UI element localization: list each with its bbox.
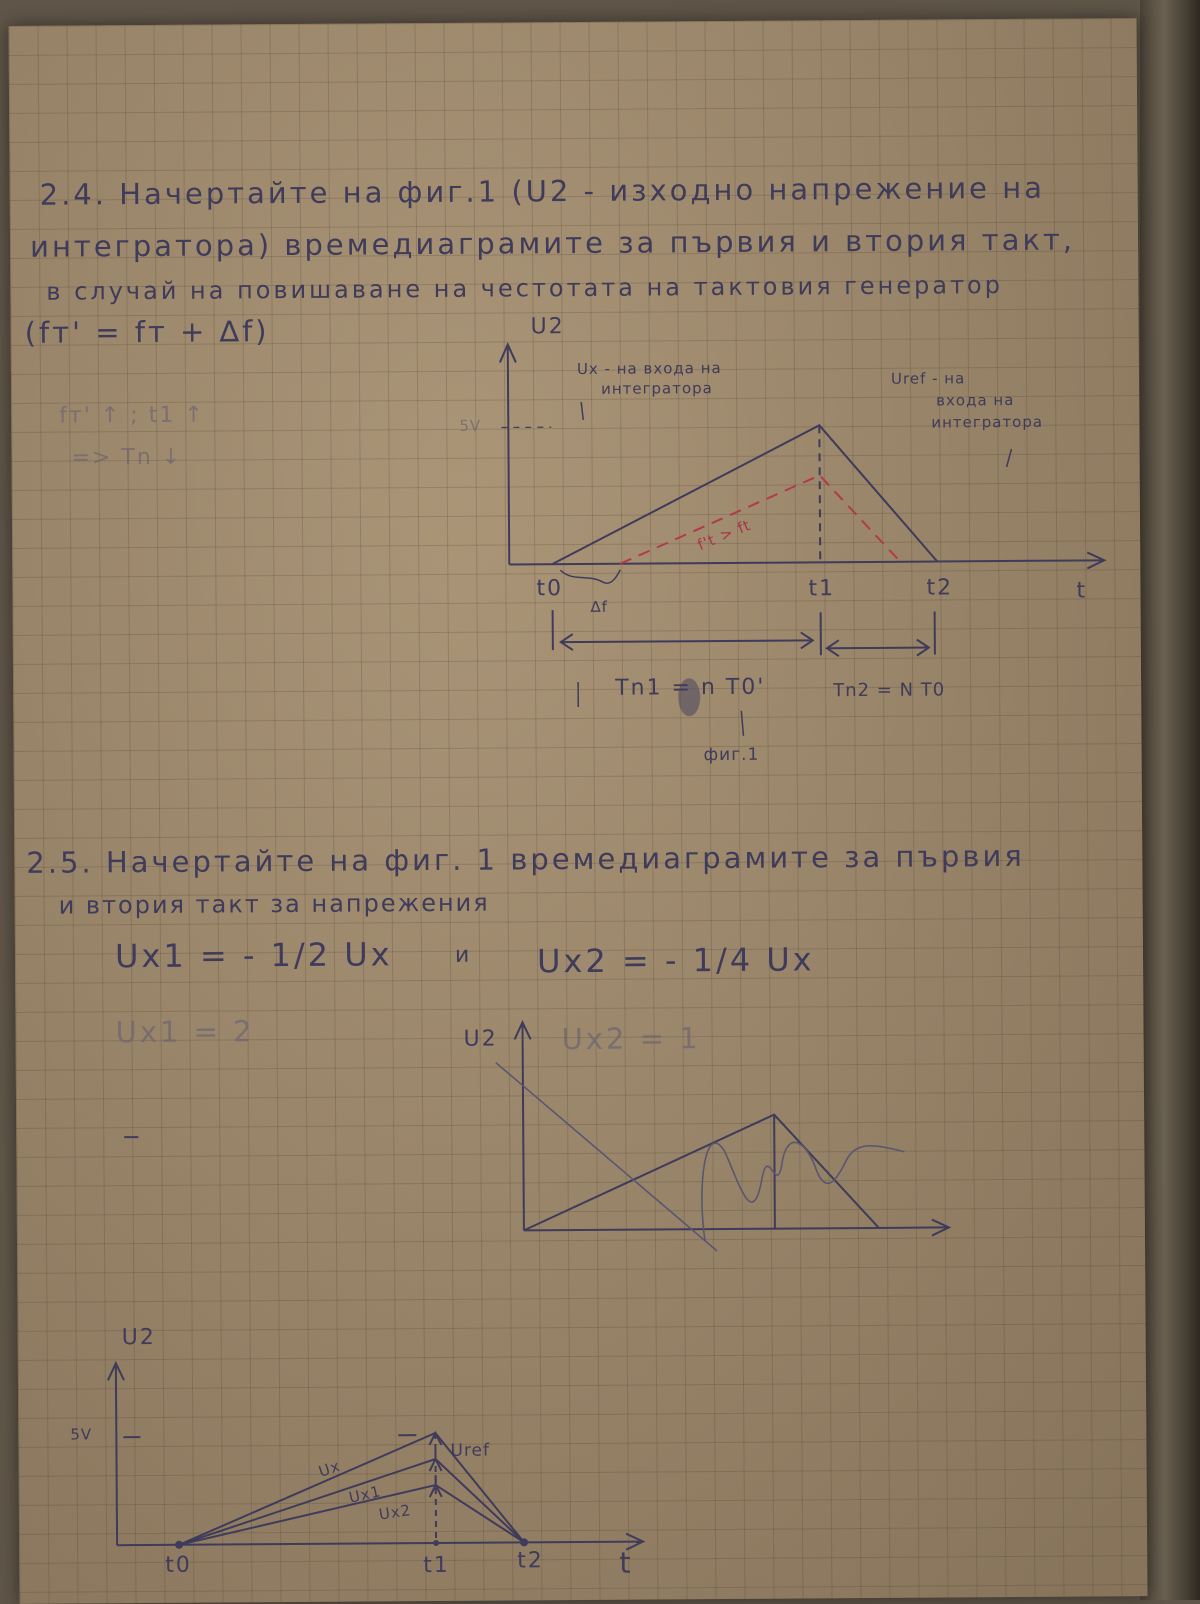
task-2-4-line-1: 2.4. Начертайте на фиг.1 (U2 - изходно напрежение на: [40, 171, 1045, 212]
ux2-formula: Ux2 = - 1/4 Ux: [537, 940, 815, 980]
ux2-value: Ux2 = 1: [561, 1021, 700, 1056]
and-word: и: [455, 943, 471, 968]
figure-2-diagram: [9, 18, 1148, 1604]
fig1-t-axis-label: t: [1076, 578, 1087, 603]
fig1-tn1-label: Tn1 = n T0': [615, 675, 765, 701]
task-2-4-line-3: в случай на повишаване на честотата на тактовия генератор: [46, 271, 1003, 306]
fig1-ux-note-2: интегратора: [601, 379, 713, 398]
desk-background: [1140, 0, 1200, 1600]
fig1-t0-label: t0: [536, 576, 563, 601]
task-2-5-line-1: 2.5. Начертайте на фиг. 1 времедиаграмите за първия: [26, 839, 1025, 880]
fig1-5v-label: 5V: [459, 417, 481, 435]
fig1-ux-note-1: Ux - на входа на: [577, 359, 722, 378]
fig2-uref-label: Uref: [450, 1441, 490, 1461]
task-2-4-line-2: интегратора) времедиаграмите за първия и втория такт,: [30, 223, 1075, 264]
fig2-t-axis-label: t: [619, 1546, 634, 1580]
fig1-uref-note-1: Uref - на: [891, 369, 965, 388]
fig2-5v-label: 5V: [70, 1425, 92, 1443]
fig2-t-axis: [117, 1542, 641, 1546]
fig1-red-label: f't > ft: [695, 516, 754, 554]
fig1-tn2-label: Tn2 = N T0: [833, 679, 945, 701]
fig1-uref-note-3: интегратора: [931, 413, 1043, 432]
fig2-ux-label: Ux: [316, 1457, 342, 1481]
fig2-y-label: U2: [122, 1325, 156, 1350]
fig1-y-label: U2: [531, 314, 565, 339]
fig1-t1-label: t1: [808, 576, 835, 601]
graph-paper-sheet: [9, 18, 1148, 1604]
fig1-uref-note-2: входа на: [936, 391, 1014, 410]
fig1-delta-f-label: ∆f: [591, 598, 608, 616]
fig2-t2-label: t2: [517, 1548, 544, 1573]
fig2-ux2-label: Ux2: [378, 1501, 413, 1524]
ux1-value: Ux1 = 2: [115, 1014, 254, 1049]
fig1-caption: фиг.1: [704, 745, 760, 765]
fig1-t2-label: t2: [926, 575, 953, 600]
task-2-5-line-2: и втория такт за напрежения: [59, 889, 490, 920]
side-note-2: => Tn ↓: [71, 445, 182, 471]
fig2-t0-label: t0: [165, 1553, 192, 1578]
fig2-t1-label: t1: [423, 1553, 450, 1578]
side-note-1: fт' ↑ ; t1 ↑: [59, 403, 205, 429]
sketch-axis-label: U2: [464, 1027, 498, 1052]
fig2-y-axis: [116, 1365, 117, 1545]
task-2-4-line-4: (fт' = fт + ∆f): [25, 314, 270, 350]
fig2-ux1-label: Ux1: [347, 1482, 383, 1507]
ux1-formula: Ux1 = - 1/2 Ux: [115, 935, 393, 975]
